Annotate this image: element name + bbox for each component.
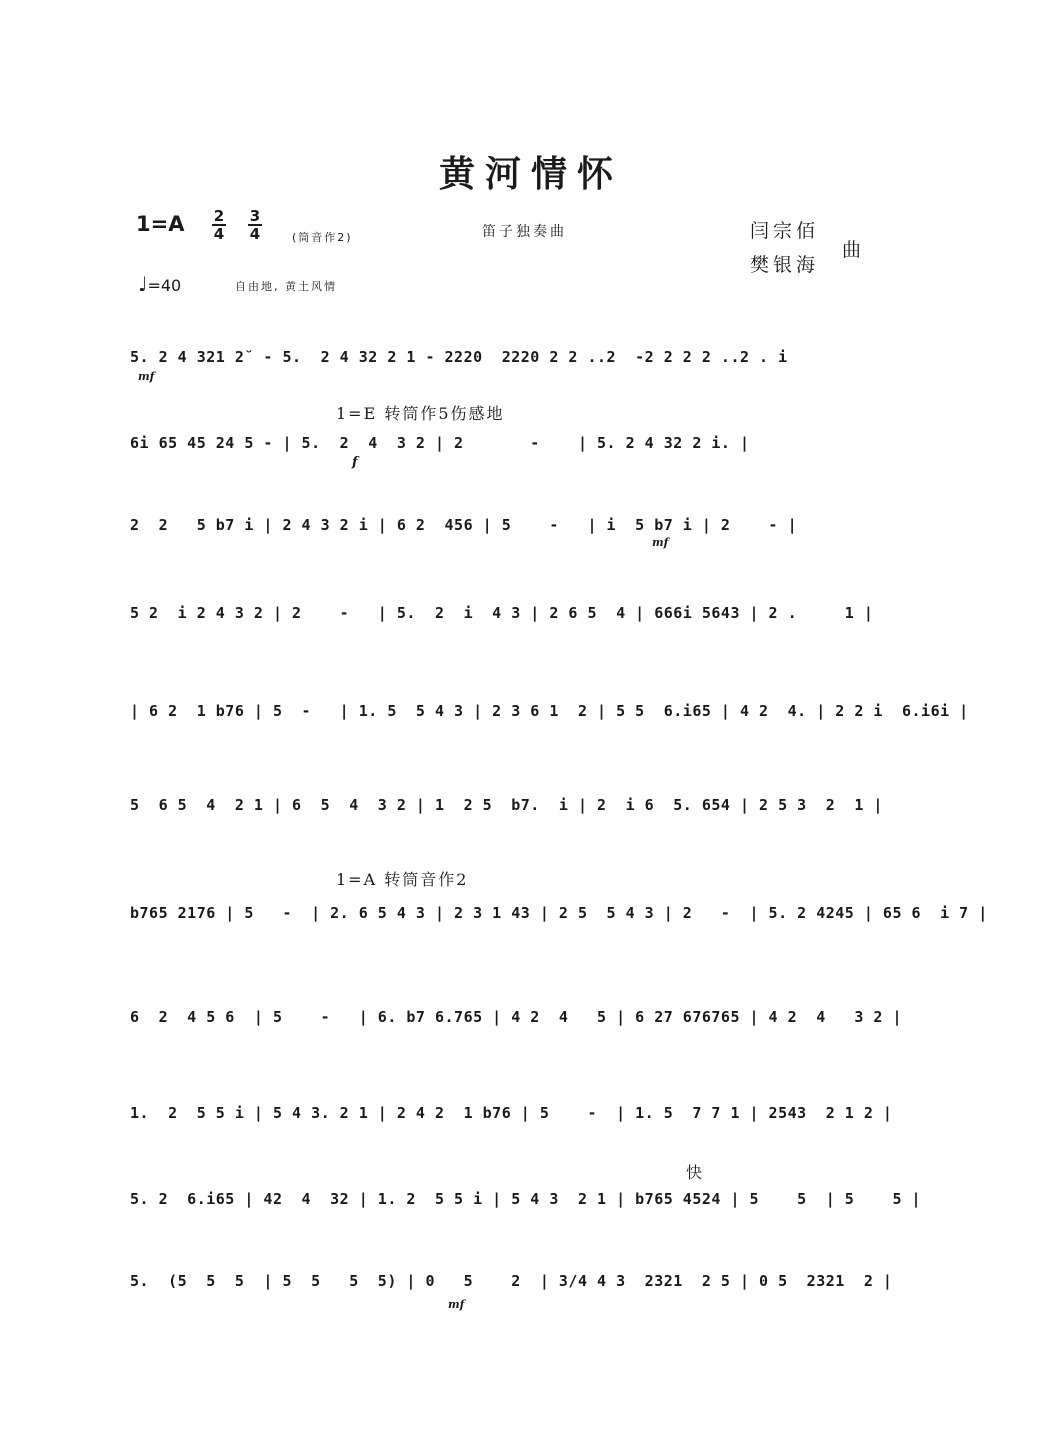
tube-note: (筒音作2) xyxy=(292,231,353,244)
tempo-change-annotation: 快 xyxy=(686,1163,705,1182)
score-line-7 xyxy=(130,888,988,928)
notation-text: b765 2176 | 5 - | 2. 6 5 4 3 | 2 3 1 43 | 2 5 5 4 3 | 2 - | 5. 2 4245 | 65 6 i 7 | xyxy=(130,904,988,922)
score-line-4 xyxy=(130,588,910,628)
modulation-annotation-2: 1=A 转筒音作2 xyxy=(336,870,469,889)
dynamic-mf: mf xyxy=(448,1298,465,1311)
time-signature-2-4 xyxy=(212,208,226,242)
score-line-2 xyxy=(130,418,910,458)
key-signature: 1=A xyxy=(136,212,185,236)
notation-text: 1. 2 5 5 i | 5 4 3. 2 1 | 2 4 2 1 b76 | 5 - | 1. 5 7 7 1 | 2543 2 1 2 | xyxy=(130,1104,893,1122)
composer-1: 闫宗佰 xyxy=(750,220,820,242)
dynamic-mf: mf xyxy=(138,370,155,383)
score-line-5 xyxy=(130,686,969,726)
notation-text: | 6 2 1 b76 | 5 - | 1. 5 5 4 3 | 2 3 6 1 2 | 5 5 6.i65 | 4 2 4. | 2 2 i 6.i6i | xyxy=(130,702,969,720)
tempo-value: =40 xyxy=(147,276,182,295)
score-line-3 xyxy=(130,500,910,540)
tempo-mark xyxy=(138,272,181,296)
notation-text: 5 2 i 2 4 3 2 | 2 - | 5. 2 i 4 3 | 2 6 5 4 | 666i 5643 | 2 . 1 | xyxy=(130,604,874,622)
composer-suffix: 曲 xyxy=(842,239,862,261)
dynamic-f: f xyxy=(352,455,358,470)
composer-2: 樊银海 xyxy=(750,254,820,276)
score-line-8 xyxy=(130,992,910,1032)
score-line-1 xyxy=(130,332,910,372)
meter-top: 2 xyxy=(213,207,225,225)
notation-text: 6 2 4 5 6 | 5 - | 6. b7 6.765 | 4 2 4 5 | 6 27 676765 | 4 2 4 3 2 | xyxy=(130,1008,902,1026)
quarter-note-icon: ♩ xyxy=(138,272,148,296)
meter-bottom: 4 xyxy=(213,225,225,243)
score-line-6 xyxy=(130,780,910,820)
expression-mark: 自由地, 黄土风情 xyxy=(235,280,337,293)
dynamic-mf: mf xyxy=(652,536,669,549)
notation-text: 5. 2 4 321 2˘ - 5. 2 4 32 2 1 - 2220 2220 2 2 ..2 -2 2 2 2 ..2 . i xyxy=(130,348,788,366)
notation-text: 5 6 5 4 2 1 | 6 5 4 3 2 | 1 2 5 b7. i | 2 i 6 5. 654 | 2 5 3 2 1 | xyxy=(130,796,883,814)
genre-label: 笛子独奏曲 xyxy=(482,224,567,240)
notation-text: 5. 2 6.i65 | 42 4 32 | 1. 2 5 5 i | 5 4 3 2 1 | b765 4524 | 5 5 | 5 5 | xyxy=(130,1190,922,1208)
notation-text: 5. (5 5 5 | 5 5 5 5) | 0 5 2 | 3/4 4 3 2321 2 5 | 0 5 2321 2 | xyxy=(130,1272,893,1290)
notation-text: 6i 65 45 24 5 - | 5. 2 4 3 2 | 2 - | 5. 2 4 32 2 i. | xyxy=(130,434,750,452)
piece-title: 黄河情怀 xyxy=(438,153,623,195)
time-signature-3-4 xyxy=(248,208,262,242)
modulation-annotation-1: 1=E 转筒作5伤感地 xyxy=(336,404,505,423)
score-line-10 xyxy=(130,1174,922,1214)
score-line-9 xyxy=(130,1088,910,1128)
meter-top: 3 xyxy=(249,207,261,225)
notation-text: 2 2 5 b7 i | 2 4 3 2 i | 6 2 456 | 5 - | i 5 b7 i | 2 - | xyxy=(130,516,798,534)
score-line-11 xyxy=(130,1256,910,1296)
meter-bottom: 4 xyxy=(249,225,261,243)
